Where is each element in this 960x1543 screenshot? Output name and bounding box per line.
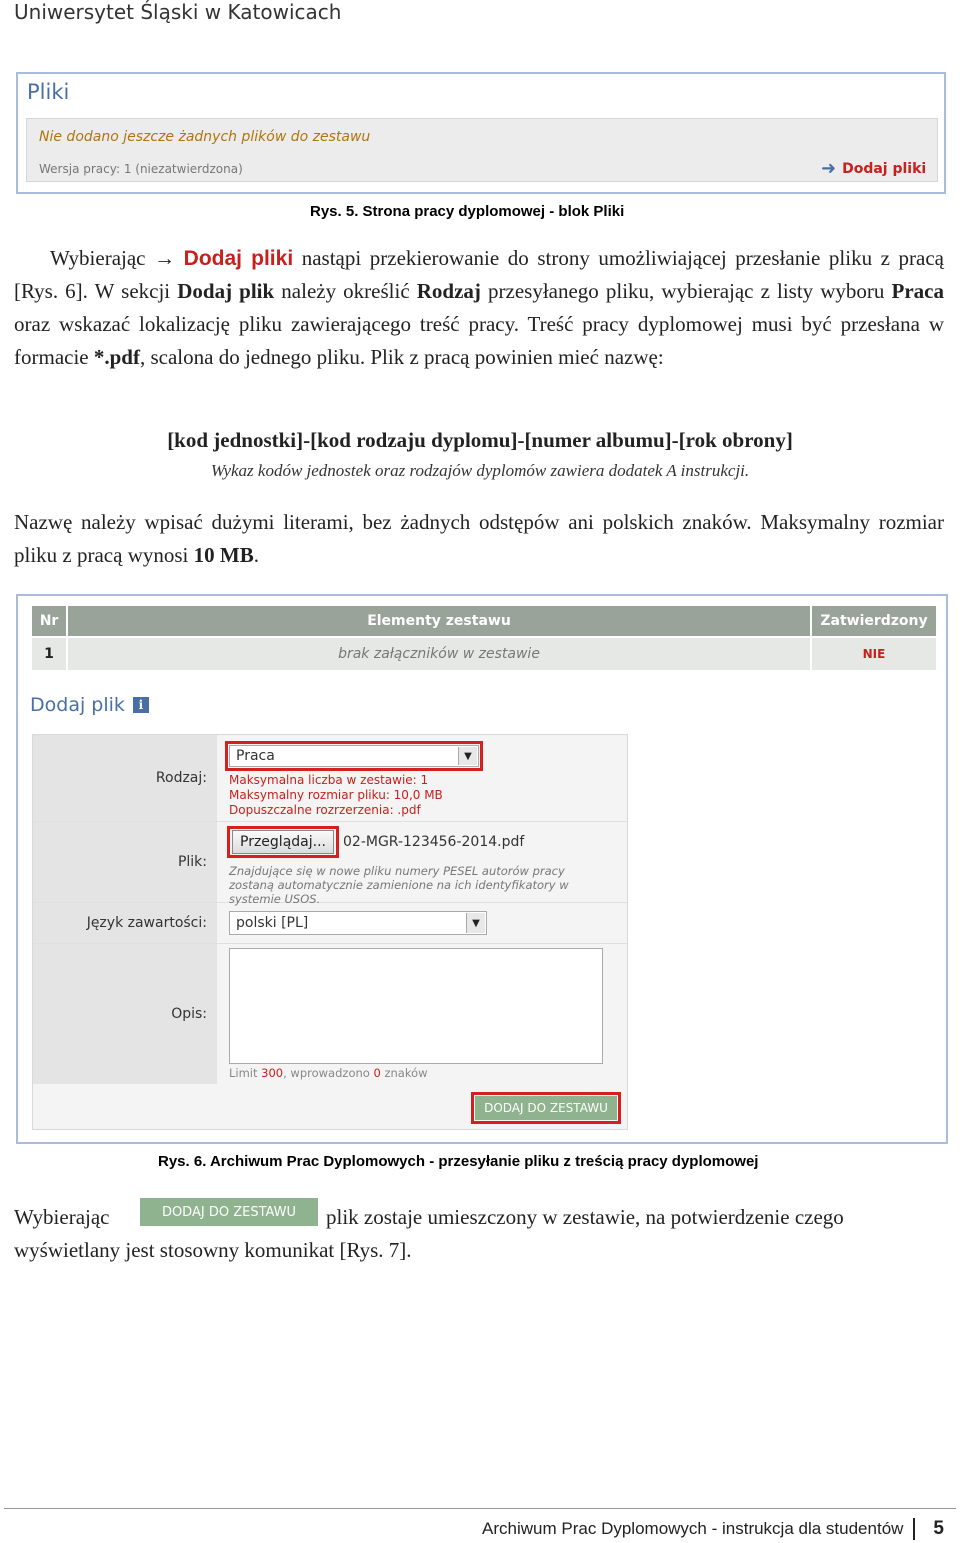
table-cell-approved: NIE <box>812 638 936 670</box>
rodzaj-label: Rodzaj: <box>33 735 217 821</box>
add-files-label: Dodaj pliki <box>842 160 927 177</box>
chevron-down-icon: ▼ <box>466 913 485 933</box>
footer-divider <box>4 1508 956 1509</box>
file-name-field[interactable]: 02-MGR-123456-2014.pdf <box>343 834 525 850</box>
plik-label: Plik: <box>33 822 217 902</box>
figure-caption-5: Rys. 5. Strona pracy dyplomowej - blok Pliki <box>310 203 625 220</box>
rodzaj-select[interactable]: Praca ▼ <box>229 745 479 767</box>
arrow-inline-icon: → <box>154 246 176 270</box>
footer-separator <box>913 1518 915 1540</box>
table-header-nr: Nr <box>32 606 66 636</box>
rodzaj-info: Maksymalna liczba w zestawie: 1 Maksymalny rozmiar pliku: 10,0 MB Dopuszczalne rozrzerzenia: .pdf <box>229 773 443 817</box>
files-panel <box>26 118 938 182</box>
add-to-set-button[interactable]: DODAJ DO ZESTAWU <box>475 1096 617 1120</box>
jezyk-select[interactable]: polski [PL] ▼ <box>229 911 487 935</box>
table-cell-nr: 1 <box>32 638 66 670</box>
form-row-opis <box>33 944 627 1130</box>
page-footer <box>482 1518 944 1540</box>
char-limit-info: Limit 300, wprowadzono 0 znaków <box>229 1066 428 1080</box>
paragraph-instructions: Wybierając → Dodaj pliki nastąpi przekierowanie do strony umożliwiającej przesłanie pliku z pracą [Rys. 6]. W sekcji Dodaj plik należy określić Rodzaj przesyłanego pliku, wybierając z listy wyboru Praca oraz wskazać lokalizację pliku zawierającego treść pracy. Treść pracy dyplomowej musi być przesłana w formacie *.pdf, scalona do jednego pliku. Plik z pracą powinien mieć nazwę: <box>14 246 945 369</box>
footer-title: Archiwum Prac Dyplomowych - instrukcja dla studentów <box>482 1519 904 1538</box>
table-header-elements: Elementy zestawu <box>68 606 810 636</box>
browse-button[interactable]: Przeglądaj... <box>232 830 334 854</box>
inline-add-to-set-button: DODAJ DO ZESTAWU <box>140 1198 318 1226</box>
codes-note: Wykaz kodów jednostek oraz rodzajów dyplomów zawiera dodatek A instrukcji. <box>210 461 750 480</box>
table-cell-elements: brak załączników w zestawie <box>68 638 810 670</box>
document-header: Uniwersytet Śląski w Katowicach <box>14 0 342 24</box>
files-block-title: Pliki <box>27 80 70 104</box>
form-row-rodzaj <box>33 735 627 822</box>
upload-form <box>32 734 628 1130</box>
opis-textarea[interactable] <box>229 948 603 1064</box>
arrow-right-icon: ➜ <box>821 158 837 179</box>
version-info: Wersja pracy: 1 (niezatwierdzona) <box>39 162 243 176</box>
form-row-jezyk <box>33 903 627 944</box>
chevron-down-icon: ▼ <box>458 747 477 765</box>
pesel-note: Znajdujące się w nowe pliku numery PESEL autorów pracy zostaną automatycznie zamienione na ich identyfikatory w systemie USOS. <box>229 864 569 906</box>
filename-pattern: [kod jednostki]-[kod rodzaju dyplomu]-[numer albumu]-[rok obrony] <box>167 428 793 452</box>
add-files-link[interactable] <box>821 158 926 179</box>
jezyk-label: Język zawartości: <box>33 903 217 943</box>
paragraph-naming: Nazwę należy wpisać dużymi literami, bez żadnych odstępów ani polskich znaków. Maksymalny rozmiar pliku z pracą wynosi 10 MB. <box>14 510 944 567</box>
figure-caption-6: Rys. 6. Archiwum Prac Dyplomowych - przesyłanie pliku z treścią pracy dyplomowej <box>158 1153 759 1170</box>
form-row-plik <box>33 822 627 906</box>
paragraph-confirm: Wybierając <box>14 1205 110 1229</box>
add-file-heading: Dodaj plik i <box>30 694 149 716</box>
upload-form-screenshot <box>16 594 948 1144</box>
table-header-approved: Zatwierdzony <box>812 606 936 636</box>
page-number: 5 <box>933 1518 944 1539</box>
info-icon[interactable]: i <box>133 697 149 713</box>
opis-label: Opis: <box>33 944 217 1084</box>
dodaj-pliki-ref: Dodaj pliki <box>183 247 294 270</box>
files-block-screenshot <box>16 72 946 194</box>
no-files-message: Nie dodano jeszcze żadnych plików do zestawu <box>39 129 371 145</box>
